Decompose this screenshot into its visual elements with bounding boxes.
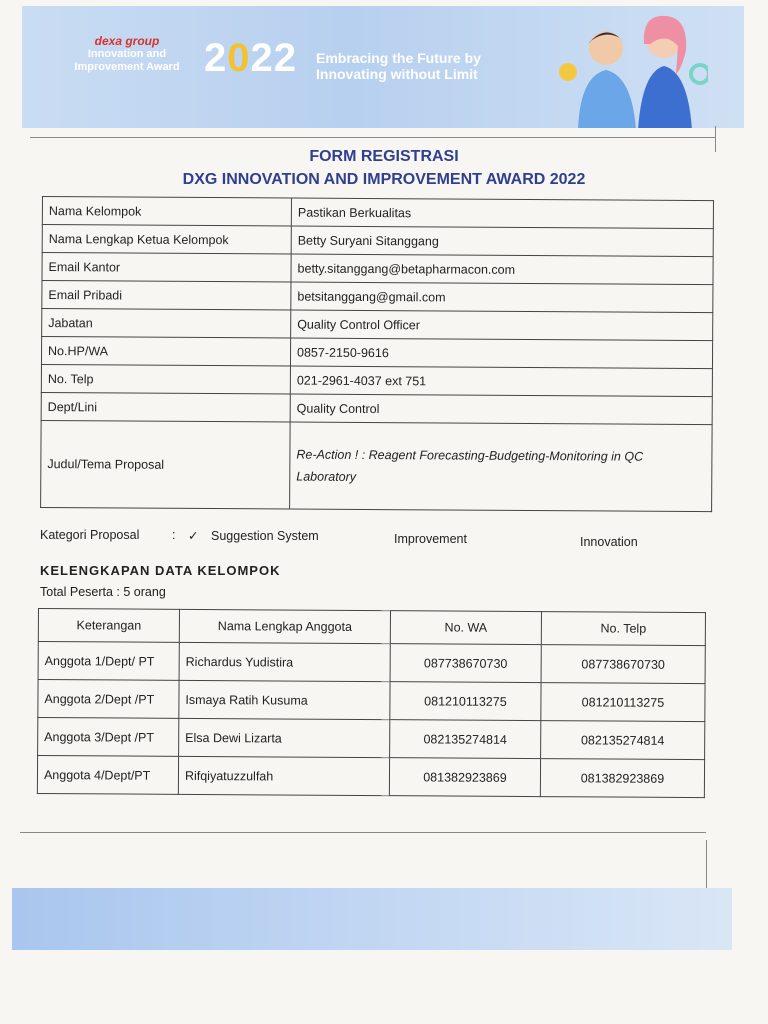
header-banner: [22, 6, 744, 128]
field-value: Quality Control: [290, 394, 712, 425]
proposal-title: Re-Action ! : Reagent Forecasting-Budgeting-Monitoring in QC Laboratory: [290, 422, 713, 512]
lightbulb-digit: 0: [227, 36, 251, 80]
table-row: [41, 392, 712, 424]
member-wa: 082135274814: [390, 720, 541, 759]
table-row: [41, 420, 713, 511]
field-value: Pastikan Berkualitas: [291, 198, 713, 229]
member-role: Anggota 3/Dept /PT: [38, 718, 179, 757]
member-telp: 082135274814: [541, 721, 705, 760]
member-name: Elsa Dewi Lizarta: [179, 718, 390, 757]
frame-bottom-line: [20, 832, 706, 833]
member-wa: 081210113275: [390, 682, 541, 721]
table-row: [42, 253, 713, 285]
table-header-row: [38, 609, 705, 646]
field-label: No. Telp: [41, 364, 290, 394]
table-row: [41, 337, 712, 369]
member-telp: 087738670730: [541, 645, 705, 684]
field-value: Betty Suryani Sitanggang: [291, 226, 713, 257]
frame-right-bottom: [706, 840, 707, 892]
table-row: [42, 197, 713, 229]
tagline-line-2: Innovating without Limit: [316, 66, 478, 82]
award-year: [204, 36, 297, 81]
member-wa: 087738670730: [390, 644, 541, 683]
members-table: [37, 608, 706, 798]
frame-top-line: [30, 137, 716, 138]
form-subtitle: DXG INNOVATION AND IMPROVEMENT AWARD 2022: [182, 171, 586, 188]
form-title: FORM REGISTRASI: [309, 148, 459, 165]
member-role: Anggota 1/Dept/ PT: [38, 642, 179, 681]
award-line-1: Innovation and: [87, 48, 167, 60]
option-innovation: Innovation: [580, 535, 638, 549]
member-name: Ismaya Ratih Kusuma: [179, 680, 390, 719]
lightbulb-icon: [559, 63, 577, 81]
table-row: [37, 756, 704, 798]
field-value: 021-2961-4037 ext 751: [290, 366, 712, 397]
people-illustration: [558, 10, 708, 128]
checkmark-icon: ✓: [188, 529, 199, 543]
table-row: [38, 642, 705, 684]
dexa-logo: dexa group: [94, 34, 160, 48]
column-header: Keterangan: [38, 609, 179, 643]
member-role: Anggota 4/Dept/PT: [37, 756, 178, 795]
member-name: Richardus Yudistira: [179, 642, 390, 681]
tagline: [316, 50, 481, 82]
table-row: [42, 225, 713, 257]
field-label: Email Kantor: [42, 253, 291, 283]
section-heading: KELENGKAPAN DATA KELOMPOK: [40, 563, 281, 578]
member-wa: 081382923869: [389, 758, 540, 797]
member-telp: 081210113275: [541, 683, 705, 722]
kategori-colon: :: [172, 528, 176, 542]
magnifier-icon: [691, 65, 708, 83]
table-row: [42, 281, 713, 313]
registration-table: [40, 196, 714, 512]
field-label: Judul/Tema Proposal: [41, 420, 291, 509]
member-role: Anggota 2/Dept /PT: [38, 680, 179, 719]
column-header: No. WA: [390, 611, 541, 645]
field-label: Email Pribadi: [42, 281, 291, 311]
kategori-label: Kategori Proposal: [40, 528, 140, 542]
tagline-line-1: Embracing the Future by: [316, 50, 481, 66]
column-header: Nama Lengkap Anggota: [179, 609, 390, 643]
column-header: No. Telp: [541, 612, 705, 646]
award-brand: [52, 34, 202, 74]
member-name: Rifqiyatuzzulfah: [178, 756, 389, 795]
option-improvement: Improvement: [394, 532, 467, 546]
footer-banner: [12, 888, 732, 950]
field-value: betsitanggang@gmail.com: [291, 282, 713, 313]
year-prefix: 2: [204, 36, 228, 80]
total-peserta: Total Peserta : 5 orang: [40, 585, 166, 599]
field-label: Jabatan: [42, 309, 291, 339]
field-value: betty.sitanggang@betapharmacon.com: [291, 254, 713, 285]
field-label: Nama Kelompok: [42, 197, 291, 227]
table-row: [38, 718, 705, 760]
table-row: [41, 364, 712, 396]
field-label: No.HP/WA: [41, 337, 290, 367]
table-row: [42, 309, 713, 341]
field-label: Dept/Lini: [41, 392, 290, 422]
field-value: Quality Control Officer: [291, 310, 713, 341]
year-suffix: 22: [250, 36, 297, 80]
field-label: Nama Lengkap Ketua Kelompok: [42, 225, 291, 255]
member-telp: 081382923869: [540, 759, 704, 798]
award-line-2: Improvement Award: [74, 61, 180, 73]
option-suggestion-system: Suggestion System: [211, 529, 319, 543]
table-row: [38, 680, 705, 722]
field-value: 0857-2150-9616: [290, 338, 712, 369]
